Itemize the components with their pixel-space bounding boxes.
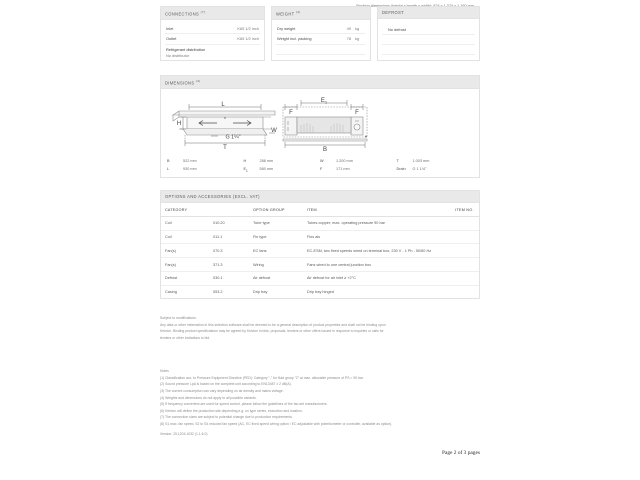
refrigerant-distribution (165, 45, 260, 59)
weight-panel (271, 6, 371, 61)
defrost-title-text: DEFROST (382, 10, 405, 16)
note-item-7: (7) The connection sizes are subject to potential change due to production requirements. (160, 415, 293, 420)
dimensions-panel (160, 75, 480, 178)
dimensions-title (161, 76, 479, 89)
cell-code: 371.3 (209, 258, 249, 272)
connections-panel (160, 6, 265, 61)
dimension-value-t (397, 158, 474, 165)
outlet-value: K65 1/2 inch (237, 36, 259, 42)
outlet-label: Outlet (166, 36, 177, 42)
defrost-value: No defrost (382, 22, 475, 35)
cell-group: EC fans (249, 244, 303, 258)
notes-heading: Notes (160, 369, 169, 373)
packed-weight-label: Weight incl. packing (277, 36, 312, 42)
cell-item: Air defrost for air inlet ≥ +2°C (303, 271, 451, 285)
weight-note-ref: (4) (295, 10, 301, 15)
defrost-panel (377, 6, 480, 61)
drawing-label-e1: $E_1$ (320, 98, 328, 105)
cell-item-no (451, 285, 479, 298)
cell-category: Coil (161, 230, 209, 244)
cell-item-no (451, 216, 479, 230)
dimension-values-row-1 (167, 157, 473, 165)
weight-title-text: WEIGHT (276, 11, 295, 17)
datasheet-content (160, 0, 480, 480)
dimension-label-e1: $E_1$ (243, 167, 248, 173)
header-item-no: ITEM NO. (451, 203, 479, 217)
dimension-label-t: T (396, 159, 399, 164)
note-item-3: (3) The current consumption can vary depending on air density and mains voltage. (160, 388, 284, 393)
dimension-val-b: 522 mm (183, 159, 197, 164)
drawing-label-f-left: F (289, 110, 293, 117)
cell-item: Fans wired to one central junction box (303, 258, 451, 272)
dimension-label-w: W (320, 159, 324, 164)
dimension-value-drain (397, 166, 474, 175)
cell-group: Wiring (249, 258, 303, 272)
cell-group: Fin type (249, 230, 303, 244)
packed-weight-unit: kg (355, 36, 360, 42)
cell-item-no (451, 271, 479, 285)
specs-panel-row (160, 6, 480, 61)
page-footer: Page 2 of 3 pages (441, 450, 480, 456)
weight-title (272, 7, 370, 20)
refrigerant-distribution-value: No distributor (166, 52, 190, 58)
options-table-header-row (161, 203, 479, 217)
dimension-val-f: 171 mm (336, 167, 350, 172)
drawing-label-f-right: F (355, 110, 359, 117)
unit-side-view-drawing (171, 95, 279, 158)
note-item-8: (8) S1 max. fan speed, S2 to S4 reduced fan speed (AC, EC fixed speed wiring option / EC adjustable with potentiometer or controller, available as option). (160, 422, 393, 427)
connections-row-inlet (165, 23, 260, 34)
dimension-value-w (320, 158, 397, 165)
cell-group: Air defrost (249, 271, 303, 285)
cell-item-no (451, 230, 479, 244)
defrost-title (378, 7, 479, 19)
cell-group: Drip tray (253, 290, 268, 295)
connections-title (161, 7, 264, 20)
dimension-label-l: L (167, 167, 170, 172)
cell-item: Tubes copper; max. operating pressure 90 bar (303, 216, 451, 230)
note-item-4: (4) Weights and dimensions do not apply to all possible variants. (160, 395, 257, 400)
legal-disclaimer (160, 315, 456, 342)
weight-row-packed (276, 34, 366, 45)
weight-row-dry (276, 23, 366, 34)
note-item-5: (5) If frequency converters are used for speed control, please follow the guidelines of the fan-set manufacturers. (160, 402, 328, 407)
drawing-label-front-width: ▼ (364, 134, 368, 140)
table-row (161, 216, 479, 230)
cell-category: Coil (161, 216, 209, 230)
dimension-value-h (244, 158, 321, 165)
drawing-label-width: W (271, 128, 277, 135)
defrost-rule-2 (382, 45, 475, 55)
drawing-label-depth: T (223, 145, 227, 152)
defrost-rule-1 (382, 35, 475, 45)
cell-code: 030.1 (209, 271, 249, 285)
cell-group: Tube type (249, 216, 303, 230)
unit-front-view-drawing (279, 95, 371, 158)
dimension-val-drain: G 1 1/4" (412, 167, 427, 172)
dimension-value-e1 (244, 166, 321, 175)
cell-item: EC-ESM, two fixed speeds wired on terminal box, 230 V - 1 Ph - 50/60 Hz (303, 244, 451, 258)
legal-line-1: Subject to modifications. (160, 316, 197, 320)
table-row (161, 271, 479, 285)
table-row (161, 285, 479, 298)
drawing-label-length: L (221, 102, 225, 109)
cell-item-no (451, 244, 479, 258)
header-code (209, 203, 249, 217)
dimension-val-e1: 580 mm (259, 167, 274, 172)
cell-category: Defrost (161, 271, 209, 285)
connections-row-outlet (165, 34, 260, 45)
options-title (161, 191, 479, 203)
connections-title-text: CONNECTIONS (165, 11, 200, 17)
header-option-group: OPTION GROUP (249, 203, 303, 217)
cell-item-no (451, 258, 479, 272)
dimensions-title-text: DIMENSIONS (165, 80, 195, 86)
cell-code: 011.1 (209, 230, 249, 244)
dimension-label-b: B (167, 159, 170, 164)
cell-code: 070.3 (209, 244, 249, 258)
dimension-label-drain: Drain (396, 167, 406, 172)
dry-weight-label: Dry weight (277, 25, 296, 31)
connections-note-ref: (7) (200, 10, 206, 15)
dimensions-note-ref: (4) (195, 79, 201, 84)
inlet-value: K65 1/2 inch (237, 25, 259, 31)
dimension-drawings (167, 95, 473, 157)
cell-category: Casing (165, 290, 177, 295)
table-row (161, 230, 479, 244)
cell-category: Fan(s) (161, 258, 209, 272)
dimension-val-t: 1.003 mm (412, 159, 430, 164)
dimension-label-h: H (243, 159, 247, 164)
table-row (161, 244, 479, 258)
packed-weight-value: 78 (346, 36, 351, 42)
dimension-value-l (167, 166, 244, 175)
dimension-val-l: 930 mm (183, 167, 197, 172)
note-item-2: (2) Sound pressure LpA is based on the complete unit according to EN13487 ± 2 dB(A). (160, 382, 292, 387)
note-item-6: (6) Kelvion will define the production site depending e.g. on type series, execution and location. (160, 408, 303, 413)
legal-line-2: Any data or other information in this selection software shall be deemed to be a general description of product properties and shall not be binding upon (160, 322, 386, 327)
cell-category: Fan(s) (161, 244, 209, 258)
dimension-value-b (167, 158, 244, 165)
legal-line-4: tenders or other invitations to bid. (160, 335, 211, 340)
header-item: ITEM (303, 203, 451, 217)
dimension-values-row-2 (167, 165, 473, 175)
options-table (161, 203, 479, 299)
inlet-label: Inlet (166, 25, 174, 31)
table-row (161, 258, 479, 272)
legal-line-3: Kelvion. Binding product specifications may be agreed by Kelvion in bids, proposals, tenders or other offers issued in response to inquiries or calls for (160, 329, 384, 334)
options-title-text: OPTIONS AND ACCESSORIES (EXCL. VAT) (165, 194, 260, 200)
cell-code: 010.20 (209, 216, 249, 230)
cell-item: Fins alu (303, 230, 451, 244)
dry-weight-value: 49 (346, 25, 351, 31)
notes-section (160, 368, 470, 428)
dimension-label-f: F (320, 167, 323, 172)
note-item-1: (1) Classification acc. to Pressure Equipment Directive (PED): Category "-" for fluid group "2" at max. allowable pressure of PS = 90 bar. (160, 375, 364, 380)
version-string: Version: 25.1204.1032 (1.1.6.0) (160, 432, 208, 436)
cell-item: Drip tray hinged (307, 290, 334, 295)
drawing-label-b: B (322, 147, 328, 154)
dimension-val-w: 1.200 mm (336, 159, 353, 164)
cell-code: 053.2 (213, 290, 223, 295)
dry-weight-unit: kg (355, 25, 360, 31)
drawing-label-drain: G 1¼" (225, 134, 241, 141)
weight-spacer-rule (276, 45, 366, 55)
dimension-val-h: 288 mm (259, 159, 274, 164)
refrigerant-distribution-label: Refrigerant distribution (166, 47, 206, 53)
drawing-label-height: H (176, 121, 182, 128)
header-category: CATEGORY (161, 203, 209, 217)
dimension-value-f (320, 166, 397, 175)
options-panel (160, 190, 480, 299)
